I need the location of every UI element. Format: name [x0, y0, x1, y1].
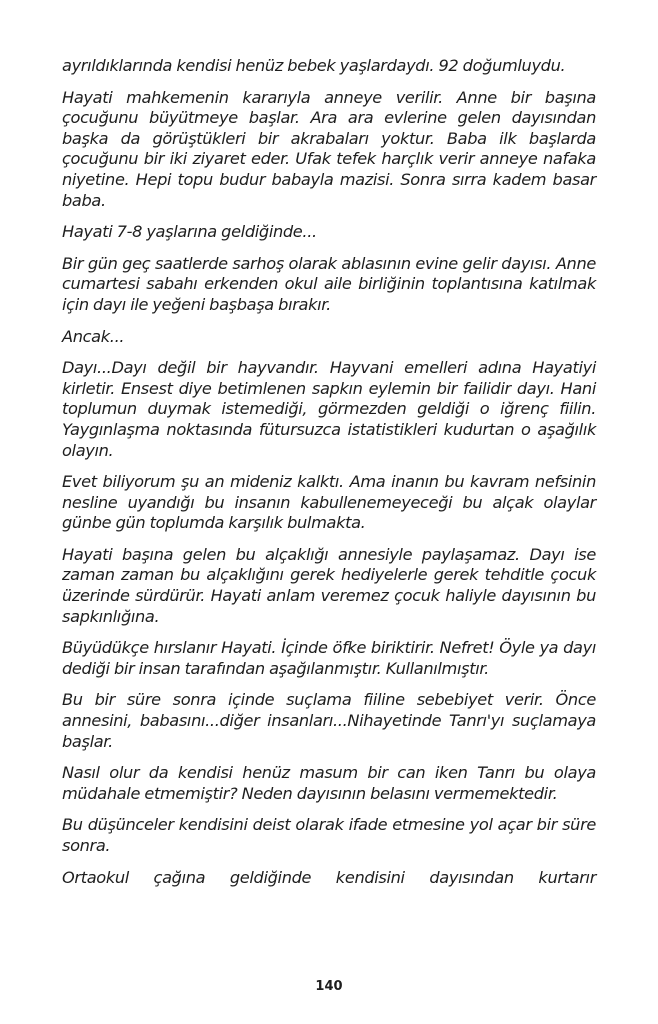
paragraph: Ancak... [62, 326, 125, 346]
paragraph: ayrıldıklarında kendisi henüz bebek yaşlardaydı. 92 doğumluydu. [62, 56, 566, 75]
paragraph: Büyüdükçe hırslanır Hayati. İçinde öfke biriktirir. Nefret! Öyle ya dayı dediği bir insan tarafından aşağılanmıştır. Kullanılmıştır. [62, 638, 596, 678]
paragraph: Hayati 7-8 yaşlarına geldiğinde... [62, 222, 317, 242]
paragraph: Hayati başına gelen bu alçaklığı annesiyle paylaşamaz. Dayı ise zaman zaman bu alçaklığını gerek hediyelerle gerek tehditle çocuk üzerinde sürdürür. Hayati anlam veremez çocuk haliyle dayısının bu sapkınlığına. [62, 544, 596, 626]
page-number: 140 [315, 979, 343, 994]
paragraph: Dayı...Dayı değil bir hayvandır. Hayvani emelleri adına Hayatiyi kirletir. Ensest diye betimlenen sapkın eylemin bir failidir dayı. Hani toplumun duymak istemediği, görmezden geldiği o iğrenç fiilin. Yaygınlaşma noktasında fütursuzca istatistikleri kudurtan o aşağılık olayın. [62, 358, 596, 460]
paragraph: Hayati mahkemenin kararıyla anneye verilir. Anne bir başına çocuğunu büyütmeye başlar. Ara ara evlerine gelen dayısından başka da görüştükleri bir akrabaları yoktur. Baba ilk başlarda çocuğunu bir iki ziyaret eder. Ufak tefek harçlık verir anneye nafaka niyetine. Hepi topu budur babayla mazisi. Sonra sırra kadem basar baba. [62, 87, 596, 210]
paragraph: Bu bir süre sonra içinde suçlama fiiline sebebiyet verir. Önce annesini, babasını...diğer insanları...Nihayetinde Tanrı'yı suçlamaya başlar. [62, 690, 596, 751]
paragraph-continued: Ortaokul çağına geldiğinde kendisini dayısından kurtarır [62, 867, 596, 887]
page-body [62, 56, 596, 899]
paragraph: Nasıl olur da kendisi henüz masum bir can iken Tanrı bu olaya müdahale etmemiştir? Neden dayısının belasını vermemektedir. [62, 763, 596, 803]
paragraph: Bir gün geç saatlerde sarhoş olarak ablasının evine gelir dayısı. Anne cumartesi sabahı erkenden okul aile birliğinin toplantısına katılmak için dayı ile yeğeni başbaşa bırakır. [62, 253, 596, 314]
paragraph: Bu düşünceler kendisini deist olarak ifade etmesine yol açar bir süre sonra. [62, 815, 596, 855]
paragraph: Evet biliyorum şu an mideniz kalktı. Ama inanın bu kavram nefsinin nesline uyandığı bu insanın kabullenemeyeceği bu alçak olaylar günbe gün toplumda karşılık bulmakta. [62, 472, 596, 533]
